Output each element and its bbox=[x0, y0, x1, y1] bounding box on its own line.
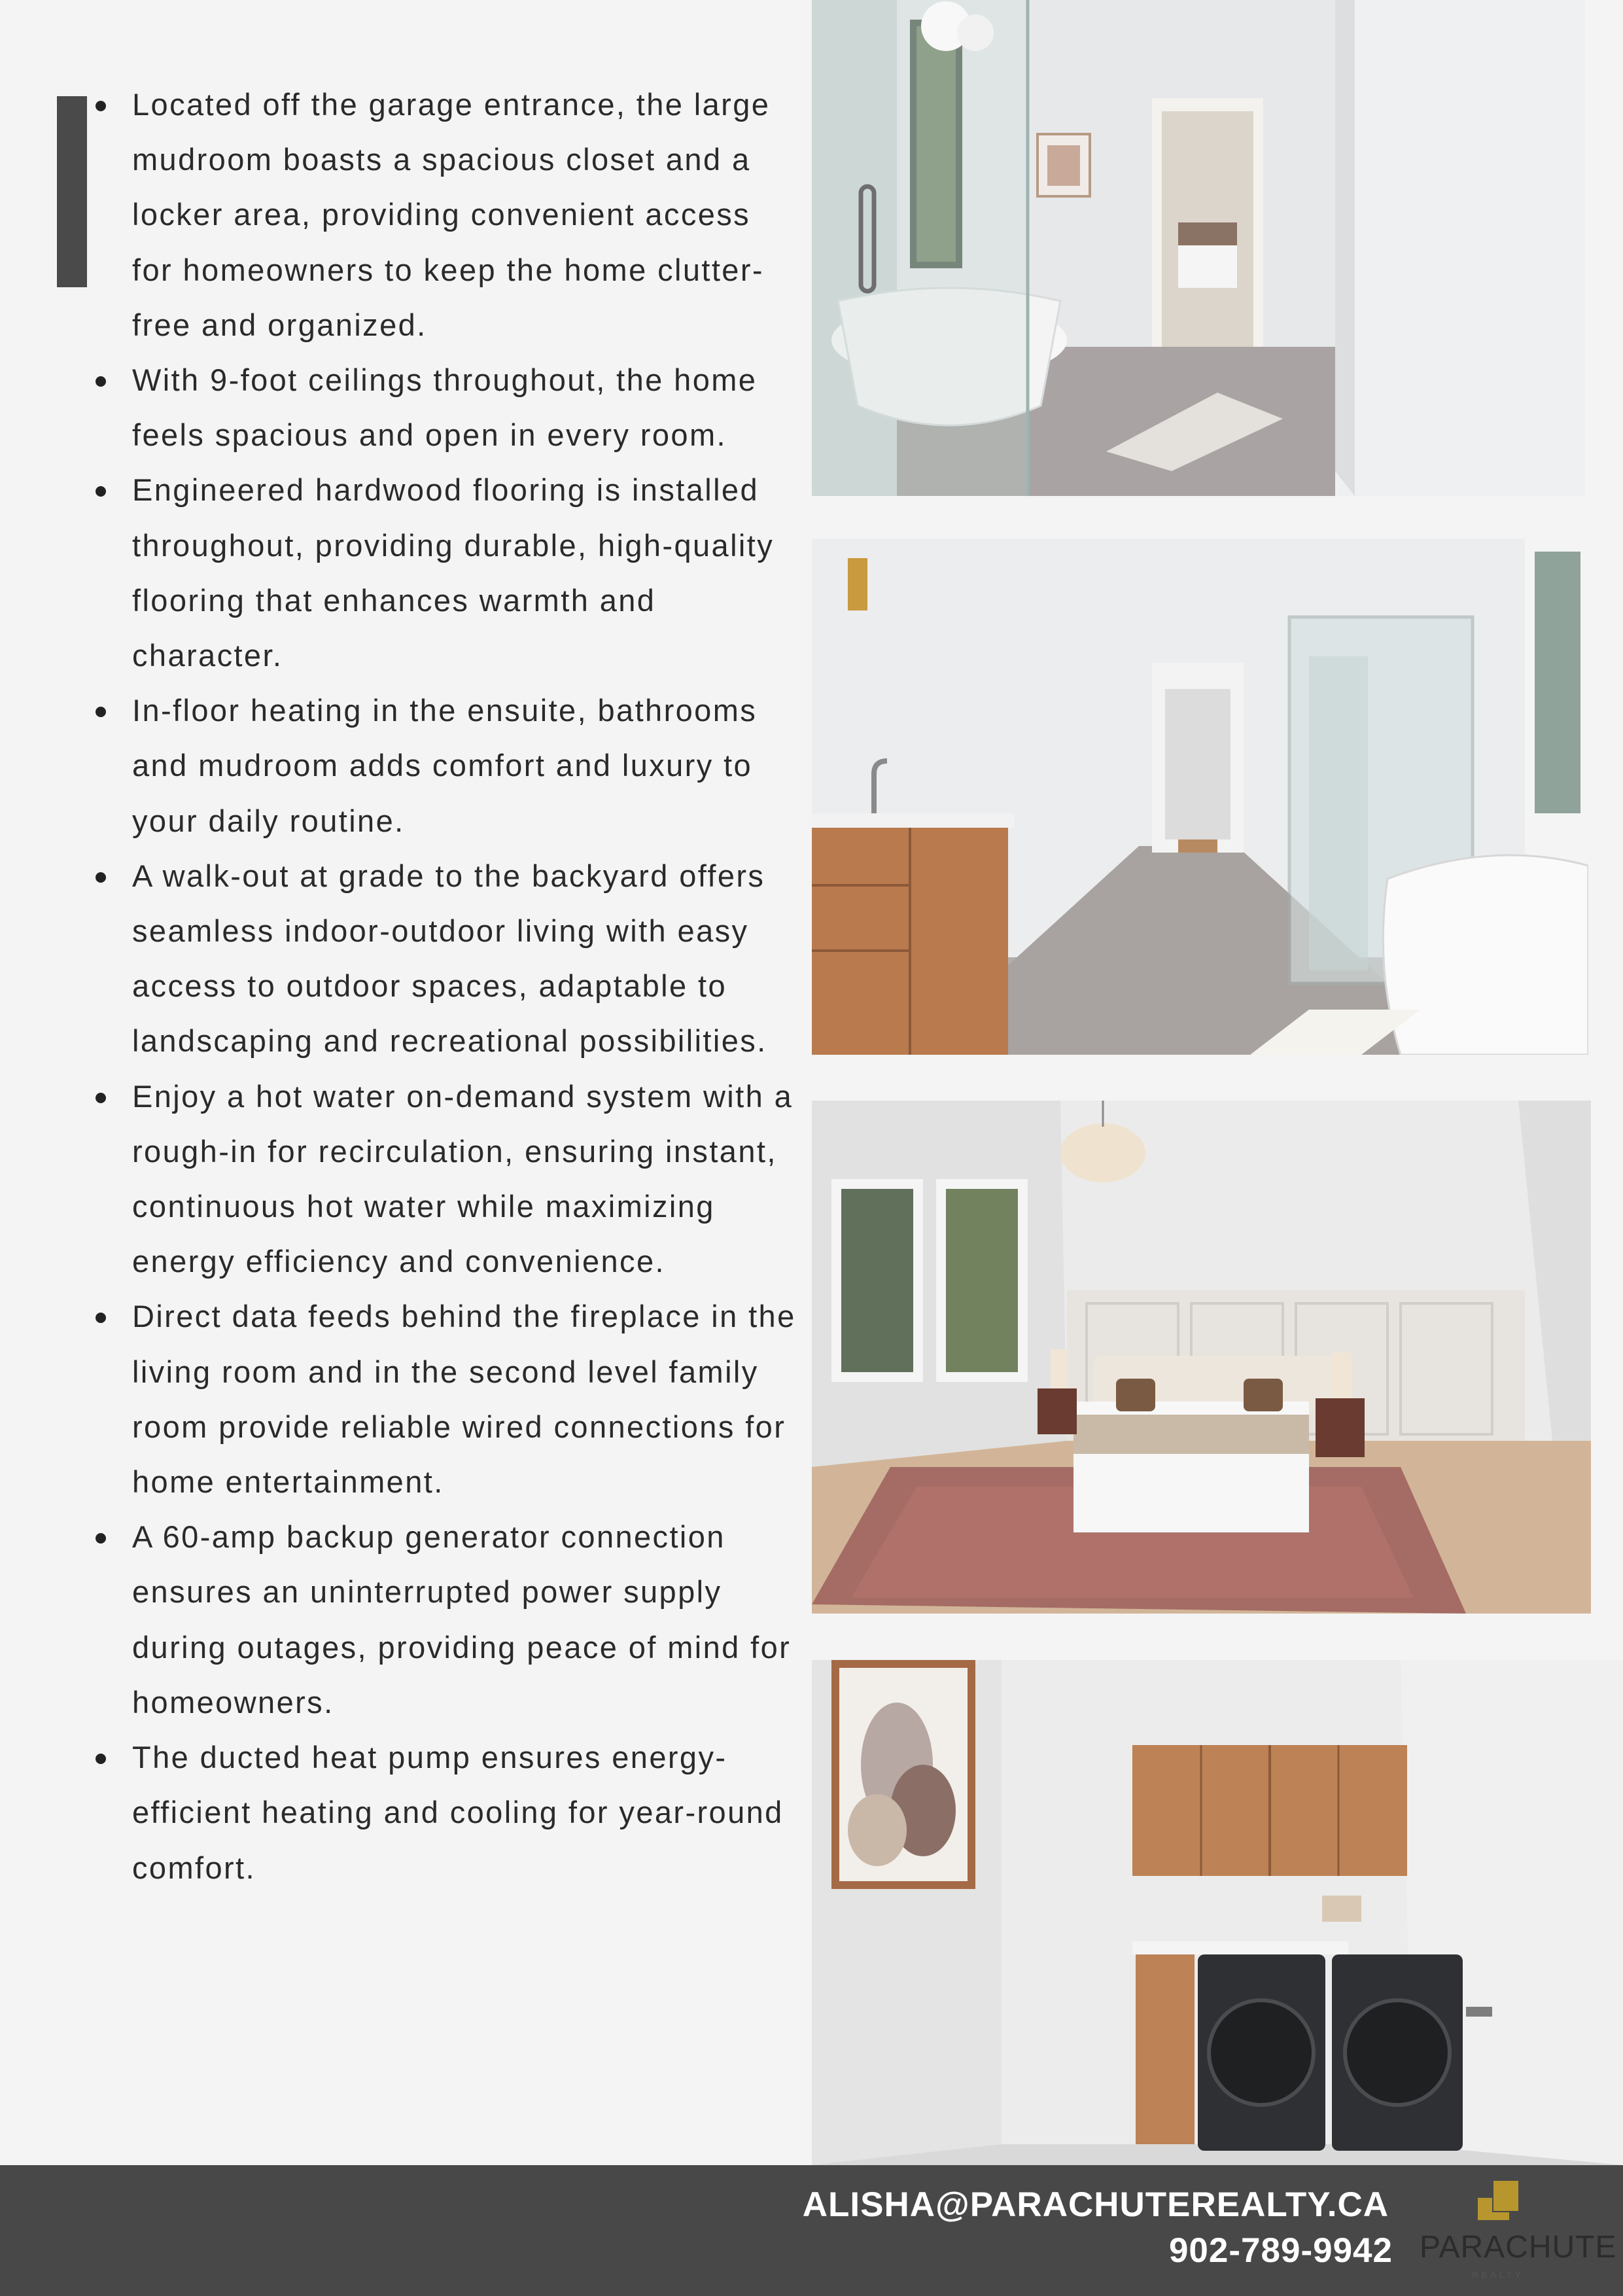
feature-text: The ducted heat pump ensures energy-efficient heating and cooling for year-round comfort. bbox=[132, 1740, 784, 1885]
bullet-icon bbox=[96, 486, 106, 497]
photo-ensuite-bathroom bbox=[812, 0, 1585, 496]
accent-bar bbox=[57, 96, 87, 287]
feature-text: In-floor heating in the ensuite, bathrooms and mudroom adds comfort and luxury to your daily routine. bbox=[132, 693, 758, 838]
feature-text: With 9-foot ceilings throughout, the home feels spacious and open in every room. bbox=[132, 362, 758, 453]
feature-text: Located off the garage entrance, the large mudroom boasts a spacious closet and a locker area, providing convenient access for homeowners to keep the home clutter-free and organized. bbox=[132, 87, 771, 342]
feature-item bbox=[92, 463, 798, 683]
feature-item bbox=[92, 1069, 798, 1290]
bullet-icon bbox=[96, 1754, 106, 1764]
bullet-icon bbox=[96, 101, 106, 111]
footer-bar bbox=[0, 2165, 1623, 2296]
feature-text: A 60-amp backup generator connection ensures an uninterrupted power supply during outages, providing peace of mind for homeowners. bbox=[132, 1519, 792, 1720]
parachute-logo-icon bbox=[1475, 2178, 1521, 2224]
feature-item bbox=[92, 353, 798, 463]
feature-item bbox=[92, 1510, 798, 1730]
bullet-icon bbox=[96, 1093, 106, 1103]
bullet-icon bbox=[96, 872, 106, 883]
feature-text: Engineered hardwood flooring is installed throughout, providing durable, high-quality flooring that enhances warmth and character. bbox=[132, 472, 775, 673]
bullet-icon bbox=[96, 1313, 106, 1323]
photo-ensuite-vanity bbox=[812, 539, 1588, 1055]
brand-logo bbox=[1420, 2165, 1617, 2296]
bullet-icon bbox=[96, 1533, 106, 1544]
feature-item bbox=[92, 1289, 798, 1510]
feature-text: Enjoy a hot water on-demand system with a rough-in for recirculation, ensuring instant, continuous hot water while maximizing energy efficiency and convenience. bbox=[132, 1078, 794, 1279]
feature-text: A walk-out at grade to the backyard offers seamless indoor-outdoor living with easy access to outdoor spaces, adaptable to landscaping and recreational possibilities. bbox=[132, 858, 767, 1059]
contact-email[interactable]: ALISHA@PARACHUTEREALTY.CA bbox=[802, 2185, 1389, 2224]
feature-item bbox=[92, 1730, 798, 1896]
feature-list bbox=[92, 77, 798, 1896]
bullet-icon bbox=[96, 707, 106, 717]
feature-item bbox=[92, 77, 798, 353]
feature-item bbox=[92, 849, 798, 1069]
feature-text: Direct data feeds behind the fireplace in the living room and in the second level family room provide reliable wired connections for home entertainment. bbox=[132, 1299, 796, 1500]
bullet-icon bbox=[96, 376, 106, 387]
photo-bedroom bbox=[812, 1101, 1591, 1614]
contact-phone[interactable]: 902-789-9942 bbox=[1168, 2231, 1393, 2270]
logo-name: PARACHUTE bbox=[1420, 2230, 1617, 2265]
logo-subtitle: REALTY bbox=[1472, 2270, 1524, 2280]
photo-laundry-room bbox=[812, 1660, 1623, 2165]
feature-item bbox=[92, 683, 798, 849]
